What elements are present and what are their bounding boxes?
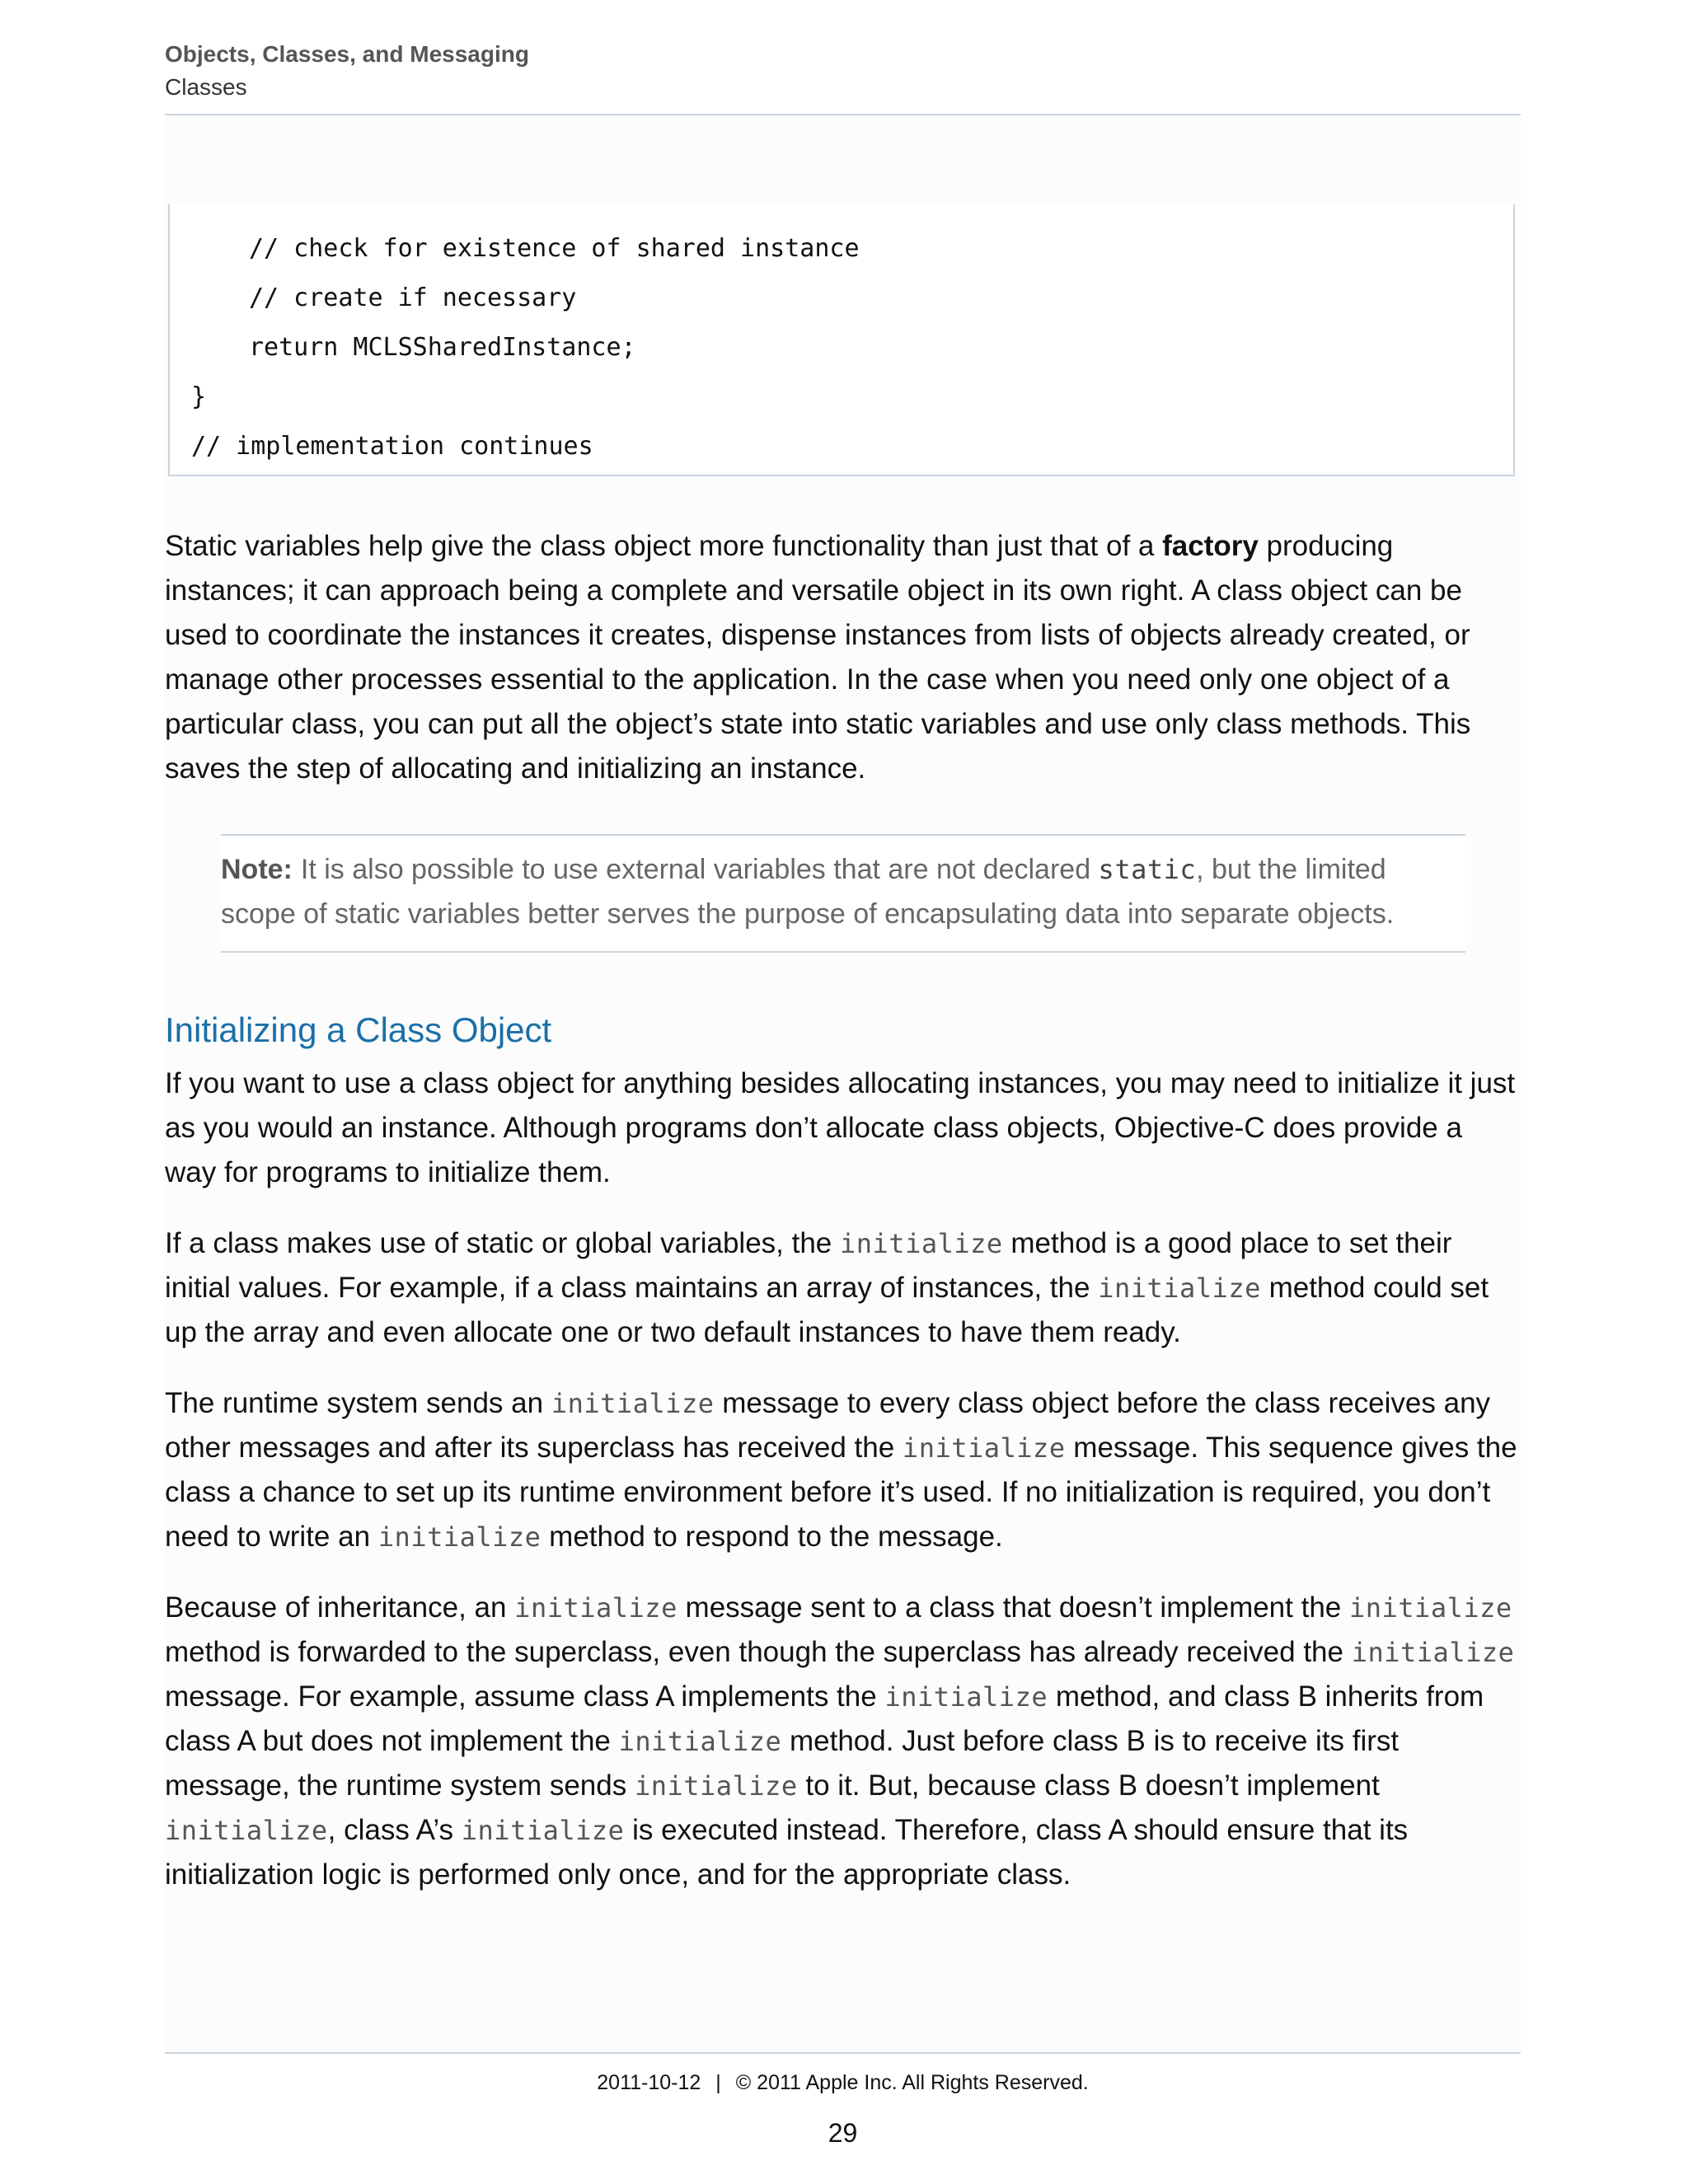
- code-initialize: initialize: [551, 1388, 715, 1419]
- code-line: }: [191, 382, 207, 411]
- paragraph-static-variables: Static variables help give the class object more functionality than just that of a factory producing instances; it can approach being a complete and versatile object in its own right. A class object can be used to coordinate the instances it creates, dispense instances from lists of objects already created, or manage other processes essential to the application. In the case when you need only one object of a particular class, you can put all the object’s state into static variables and use only class methods. This saves the step of allocating and initializing an instance.: [165, 530, 1471, 785]
- code-initialize: initialize: [1098, 1272, 1261, 1304]
- paragraph-static-globals: If a class makes use of static or global variables, the initialize method is a good place to set their initial values. For example, if a class maintains an array of instances, the initialize method could set up the array and even allocate one or two default instances to have them ready.: [165, 1227, 1489, 1348]
- code-initialize: initialize: [840, 1228, 1003, 1259]
- footer-separator: |: [715, 2071, 721, 2094]
- code-initialize: initialize: [1351, 1637, 1515, 1668]
- code-initialize: initialize: [884, 1681, 1048, 1713]
- page-number: 29: [828, 2118, 858, 2148]
- footer-line: [165, 2069, 1521, 2097]
- section-title: Classes: [165, 74, 247, 100]
- code-line: // create if necessary: [249, 284, 577, 312]
- code-initialize: initialize: [1348, 1592, 1512, 1624]
- note-label: Note:: [221, 854, 293, 885]
- code-initialize: initialize: [634, 1770, 798, 1802]
- code-initialize: initialize: [618, 1726, 782, 1757]
- term-factory: factory: [1162, 530, 1259, 562]
- footer-copyright: © 2011 Apple Inc. All Rights Reserved.: [735, 2071, 1089, 2094]
- section-heading: Initializing a Class Object: [165, 1010, 552, 1049]
- code-static: static: [1098, 854, 1197, 885]
- page-footer: [165, 2052, 1521, 2149]
- chapter-title: Objects, Classes, and Messaging: [165, 41, 529, 67]
- code-initialize: initialize: [377, 1521, 542, 1553]
- running-header: [165, 38, 1521, 115]
- code-initialize: initialize: [514, 1592, 678, 1624]
- paragraph-runtime-system: The runtime system sends an initialize message to every class object before the class receives any other messages and after its superclass has received the initialize message. This sequence gives the class a chance to set up its runtime environment before it’s used. If no initialization is required, you don’t need to write an initialize method to respond to the message.: [165, 1387, 1517, 1553]
- note-box: Note: It is also possible to use external variables that are not declared static, but the limited scope of static variables better serves the purpose of encapsulating data into separate objects.: [221, 834, 1465, 953]
- paragraph-inheritance: Because of inheritance, an initialize message sent to a class that doesn’t implement the initialize method is forwarded to the superclass, even though the superclass has already received the initialize message. For example, assume class A implements the initialize method, and class B inherits from class A but does not implement the initialize method. Just before class B is to receive its first message, the runtime system sends initialize to it. But, because class B doesn’t implement initialize, class A’s initialize is executed instead. Therefore, class A should ensure that its initialization logic is performed only once, and for the appropriate class.: [165, 1591, 1515, 1891]
- code-initialize: initialize: [461, 1815, 625, 1846]
- code-listing: [168, 204, 1515, 476]
- code-line: return MCLSSharedInstance;: [249, 333, 636, 362]
- code-line: // implementation continues: [191, 432, 593, 461]
- code-line: // check for existence of shared instance: [249, 234, 860, 263]
- code-initialize: initialize: [902, 1432, 1066, 1464]
- paragraph-initializing-intro: If you want to use a class object for anything besides allocating instances, you may need to initialize it just as you would an instance. Although programs don’t allocate class objects, Objective-C does provide a way for programs to initialize them.: [165, 1067, 1516, 1188]
- code-initialize: initialize: [165, 1815, 328, 1846]
- footer-date: 2011-10-12: [597, 2071, 701, 2094]
